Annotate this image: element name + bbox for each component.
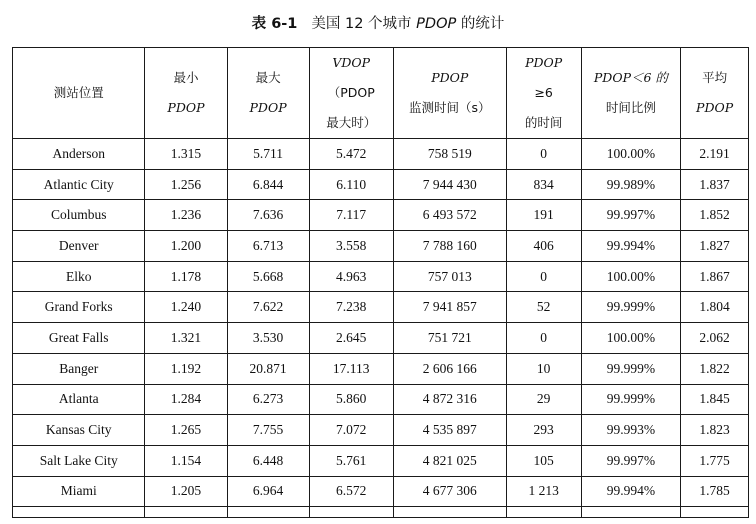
table-row [13,200,749,231]
table-row [13,139,749,170]
cell-ge6-time: 293 [506,415,581,446]
caption-prefix: 美国 12 个城市 [311,16,417,32]
cell-monitor-time: 7 788 160 [393,231,506,262]
cell-vdop: 7.117 [309,200,393,231]
cell-empty [393,507,506,518]
cell-vdop: 5.761 [309,445,393,476]
cell-max-pdop: 7.755 [227,415,309,446]
header-monitor-time [393,48,506,139]
table-row-cutoff [13,507,749,518]
header-vdop-line2: （PDOP [327,85,375,100]
caption-suffix: 的统计 [456,16,505,32]
cell-empty [309,507,393,518]
cell-min-pdop: 1.284 [145,384,227,415]
cell-lt6-ratio: 99.999% [581,353,681,384]
cell-empty [681,507,749,518]
header-max-line1: 最大 [255,70,281,85]
cell-empty [581,507,681,518]
header-min-pdop [145,48,227,139]
cell-avg-pdop: 1.822 [681,353,749,384]
cell-avg-pdop: 1.852 [681,200,749,231]
cell-min-pdop: 1.256 [145,169,227,200]
cell-monitor-time: 758 519 [393,139,506,170]
cell-ge6-time: 29 [506,384,581,415]
header-monitor-line2: 监测时间（s） [408,100,491,115]
cell-vdop: 17.113 [309,353,393,384]
cell-monitor-time: 2 606 166 [393,353,506,384]
table-row [13,323,749,354]
cell-min-pdop: 1.192 [145,353,227,384]
table-row [13,261,749,292]
cell-vdop: 6.110 [309,169,393,200]
table-row [13,415,749,446]
cell-lt6-ratio: 99.994% [581,476,681,507]
cell-empty [506,507,581,518]
cell-min-pdop: 1.154 [145,445,227,476]
header-vdop-line3: 最大时） [326,115,377,130]
cell-lt6-ratio: 100.00% [581,139,681,170]
cell-avg-pdop: 1.804 [681,292,749,323]
cell-max-pdop: 5.711 [227,139,309,170]
cell-avg-pdop: 1.823 [681,415,749,446]
cell-ge6-time: 834 [506,169,581,200]
cell-site: Banger [13,353,145,384]
cell-ge6-time: 52 [506,292,581,323]
cell-min-pdop: 1.205 [145,476,227,507]
cell-max-pdop: 6.844 [227,169,309,200]
cell-avg-pdop: 1.827 [681,231,749,262]
header-lt6-line2: 时间比例 [605,100,656,115]
cell-empty [145,507,227,518]
cell-ge6-time: 191 [506,200,581,231]
cell-site: Atlantic City [13,169,145,200]
cell-max-pdop: 3.530 [227,323,309,354]
cell-site: Atlanta [13,384,145,415]
table-header [13,48,749,139]
cell-avg-pdop: 2.062 [681,323,749,354]
table-row [13,445,749,476]
table-body [13,139,749,518]
cell-ge6-time: 0 [506,139,581,170]
cell-lt6-ratio: 99.994% [581,231,681,262]
header-avg-line2: PDOP [696,100,734,115]
cell-vdop: 5.860 [309,384,393,415]
header-avg-line1: 平均 [702,70,728,85]
cell-max-pdop: 6.448 [227,445,309,476]
table-caption [0,14,756,34]
cell-min-pdop: 1.240 [145,292,227,323]
header-vdop [309,48,393,139]
header-max-pdop [227,48,309,139]
cell-lt6-ratio: 99.997% [581,445,681,476]
header-ge6-time [506,48,581,139]
cell-empty [227,507,309,518]
cell-lt6-ratio: 99.989% [581,169,681,200]
cell-site: Denver [13,231,145,262]
cell-ge6-time: 406 [506,231,581,262]
pdop-statistics-table [12,47,749,518]
header-max-line2: PDOP [249,100,287,115]
cell-min-pdop: 1.321 [145,323,227,354]
table-row [13,353,749,384]
cell-min-pdop: 1.265 [145,415,227,446]
cell-vdop: 5.472 [309,139,393,170]
cell-vdop: 4.963 [309,261,393,292]
cell-monitor-time: 757 013 [393,261,506,292]
header-ge6-line1: PDOP [525,55,563,70]
cell-vdop: 7.072 [309,415,393,446]
cell-vdop: 2.645 [309,323,393,354]
cell-monitor-time: 4 677 306 [393,476,506,507]
header-row [13,48,749,139]
cell-max-pdop: 6.964 [227,476,309,507]
header-vdop-line1: VDOP [332,55,371,70]
cell-lt6-ratio: 99.997% [581,200,681,231]
cell-max-pdop: 6.713 [227,231,309,262]
cell-max-pdop: 7.622 [227,292,309,323]
cell-max-pdop: 20.871 [227,353,309,384]
cell-min-pdop: 1.236 [145,200,227,231]
cell-monitor-time: 6 493 572 [393,200,506,231]
cell-monitor-time: 4 821 025 [393,445,506,476]
table-row [13,384,749,415]
cell-lt6-ratio: 99.993% [581,415,681,446]
cell-ge6-time: 1 213 [506,476,581,507]
cell-site: Kansas City [13,415,145,446]
header-ge6-line2: ≥6 [534,85,553,100]
cell-monitor-time: 7 944 430 [393,169,506,200]
cell-avg-pdop: 1.775 [681,445,749,476]
cell-monitor-time: 4 872 316 [393,384,506,415]
cell-site: Miami [13,476,145,507]
cell-avg-pdop: 1.785 [681,476,749,507]
cell-site: Columbus [13,200,145,231]
cell-ge6-time: 10 [506,353,581,384]
cell-max-pdop: 5.668 [227,261,309,292]
cell-empty [13,507,145,518]
header-ge6-line3: 的时间 [524,115,563,130]
cell-avg-pdop: 1.867 [681,261,749,292]
cell-ge6-time: 0 [506,323,581,354]
cell-min-pdop: 1.200 [145,231,227,262]
cell-site: Great Falls [13,323,145,354]
cell-max-pdop: 6.273 [227,384,309,415]
cell-max-pdop: 7.636 [227,200,309,231]
caption-italic: PDOP [416,16,457,32]
header-min-line2: PDOP [167,100,205,115]
header-monitor-line1: PDOP [431,70,469,85]
cell-site: Anderson [13,139,145,170]
header-lt6-ratio [581,48,681,139]
cell-min-pdop: 1.178 [145,261,227,292]
cell-lt6-ratio: 100.00% [581,261,681,292]
cell-avg-pdop: 1.845 [681,384,749,415]
cell-vdop: 3.558 [309,231,393,262]
cell-monitor-time: 4 535 897 [393,415,506,446]
cell-monitor-time: 7 941 857 [393,292,506,323]
cell-avg-pdop: 2.191 [681,139,749,170]
table-row [13,476,749,507]
cell-min-pdop: 1.315 [145,139,227,170]
cell-site: Elko [13,261,145,292]
header-site-label: 测站位置 [53,85,104,100]
table-row [13,292,749,323]
cell-lt6-ratio: 100.00% [581,323,681,354]
cell-ge6-time: 105 [506,445,581,476]
header-min-line1: 最小 [173,70,199,85]
header-site [13,48,145,139]
cell-monitor-time: 751 721 [393,323,506,354]
cell-avg-pdop: 1.837 [681,169,749,200]
cell-site: Grand Forks [13,292,145,323]
header-lt6-line1: PDOP＜6 的 [593,70,668,85]
cell-site: Salt Lake City [13,445,145,476]
cell-ge6-time: 0 [506,261,581,292]
cell-lt6-ratio: 99.999% [581,384,681,415]
table-row [13,231,749,262]
table-row [13,169,749,200]
cell-vdop: 6.572 [309,476,393,507]
caption-label: 表 6-1 [251,16,298,32]
cell-vdop: 7.238 [309,292,393,323]
cell-lt6-ratio: 99.999% [581,292,681,323]
header-avg-pdop [681,48,749,139]
